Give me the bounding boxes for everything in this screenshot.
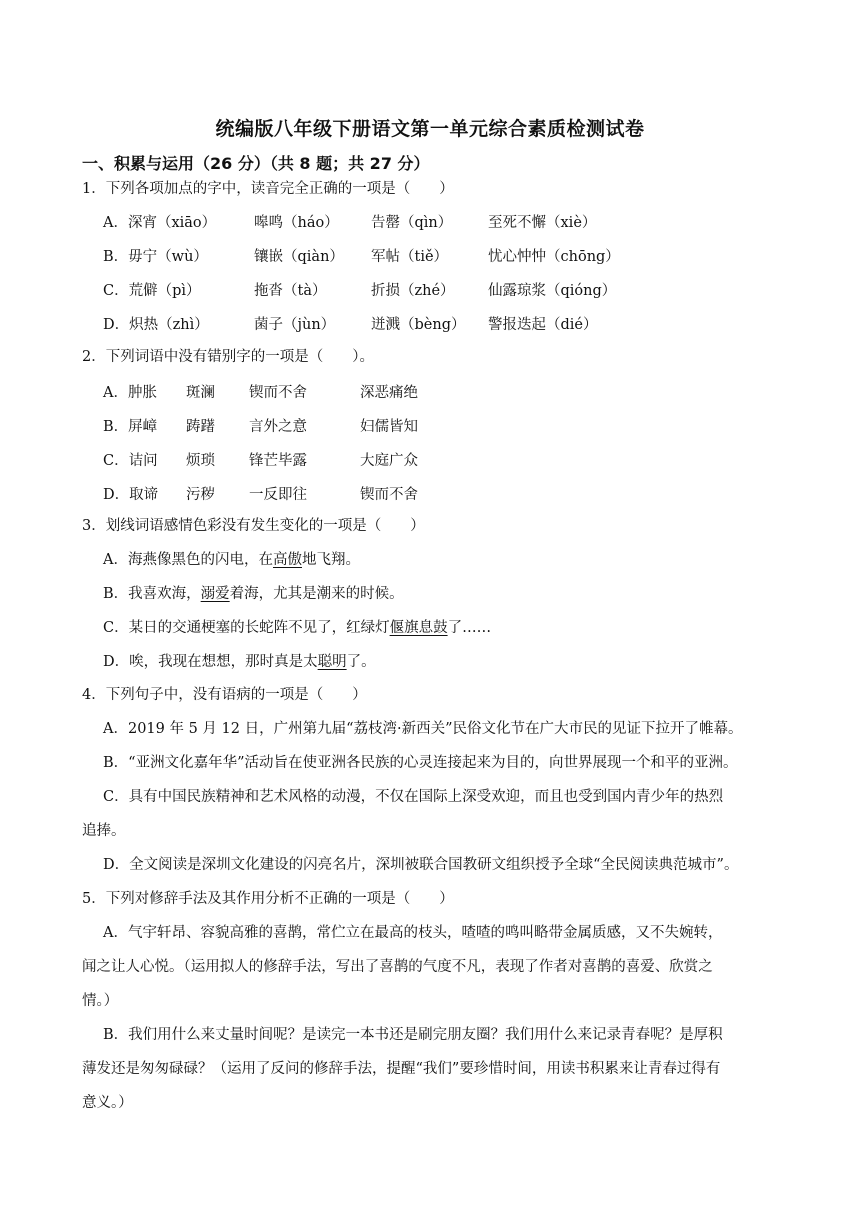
question-2-option-row-2-cell-3: 言外之意 xyxy=(249,419,307,435)
page-title: 统编版八年级下册语文第一单元综合素质检测试卷 xyxy=(215,118,645,140)
question-1-option-row-3-cell-4: 仙露琼浆（qióng） xyxy=(488,283,617,299)
option-text: A．海燕像黑色的闪电，在 xyxy=(103,552,273,568)
question-4-option-c: C．具有中国民族精神和艺术风格的动漫，不仅在国际上深受欢迎，而且也受到国内青少年的热烈 xyxy=(103,789,724,805)
question-2-option-row-4-cell-1: D．取谛 xyxy=(103,487,159,503)
question-4-stem: 4．下列句子中，没有语病的一项是（ ） xyxy=(82,687,367,703)
option-text: B．我喜欢海， xyxy=(103,586,201,602)
question-1-option-row-2-cell-1: B．毋宁（wù） xyxy=(103,249,208,265)
question-4-option-d: D．全文阅读是深圳文化建设的闪亮名片，深圳被联合国教研文组织授予全球“全民阅读典范城市”。 xyxy=(103,857,739,873)
section-heading: 一、积累与运用（26 分）（共 8 题；共 27 分） xyxy=(82,154,430,173)
question-5-option-a-end: 情。） xyxy=(82,993,119,1009)
question-3-option-b xyxy=(103,583,404,605)
question-1-option-row-2-cell-2: 镶嵌（qiàn） xyxy=(254,249,344,265)
option-text: 着海，尤其是潮来的时候。 xyxy=(229,586,404,602)
question-3-stem: 3．划线词语感情色彩没有发生变化的一项是（ ） xyxy=(82,518,425,534)
option-text: 了…… xyxy=(447,620,492,636)
question-1-option-row-1-cell-2: 嗥鸣（háo） xyxy=(254,215,339,231)
question-4-option-a: A．2019 年 5 月 12 日，广州第九届“荔枝湾·新西关”民俗文化节在广大市民的见证下拉开了帷幕。 xyxy=(103,721,743,737)
question-4-option-b: B．“亚洲文化嘉年华”活动旨在使亚洲各民族的心灵连接起来为目的，向世界展现一个和平的亚洲。 xyxy=(103,755,738,771)
option-text: D．唉，我现在想想，那时真是太 xyxy=(103,654,318,670)
question-2-option-row-1-cell-4: 深恶痛绝 xyxy=(360,385,418,401)
question-5-option-a-cont: 闻之让人心悦。（运用拟人的修辞手法，写出了喜鹊的气度不凡，表现了作者对喜鹊的喜爱、欣赏之 xyxy=(82,959,713,975)
question-1-option-row-3-cell-2: 拖沓（tà） xyxy=(254,283,327,299)
question-4-option-c-cont: 追捧。 xyxy=(82,823,126,839)
question-2-option-row-2-cell-1: B．屏嶂 xyxy=(103,419,158,435)
question-1-option-row-4-cell-1: D．炽热（zhì） xyxy=(103,317,209,333)
question-1-option-row-4-cell-2: 菌子（jùn） xyxy=(254,317,336,333)
question-3-option-a xyxy=(103,549,360,571)
question-3-option-c xyxy=(103,617,491,639)
question-5-stem: 5．下列对修辞手法及其作用分析不正确的一项是（ ） xyxy=(82,891,454,907)
question-1-option-row-4-cell-3: 迸溅（bèng） xyxy=(371,317,466,333)
question-5-option-b-end: 意义。） xyxy=(82,1095,133,1111)
question-1-option-row-2-cell-3: 军帖（tiě） xyxy=(371,249,449,265)
option-text: 地飞翔。 xyxy=(301,552,360,568)
question-2-option-row-4-cell-2: 污秽 xyxy=(186,487,215,503)
question-2-option-row-1-cell-3: 锲而不舍 xyxy=(249,385,307,401)
question-2-option-row-3-cell-4: 大庭广众 xyxy=(360,453,418,469)
question-2-option-row-4-cell-4: 锲而不舍 xyxy=(360,487,418,503)
question-5-option-b-cont: 薄发还是匆匆碌碌？（运用了反问的修辞手法，提醒“我们”要珍惜时间，用读书积累来让青春过得有 xyxy=(82,1061,721,1077)
underlined-word: 偃旗息鼓 xyxy=(389,620,448,636)
question-2-option-row-1-cell-2: 斑澜 xyxy=(186,385,215,401)
question-2-option-row-4-cell-3: 一反即往 xyxy=(249,487,307,503)
question-2-option-row-2-cell-2: 踌躇 xyxy=(186,419,215,435)
option-text: 了。 xyxy=(346,654,376,670)
question-2-option-row-1-cell-1: A．肿胀 xyxy=(103,385,157,401)
question-1-option-row-3-cell-1: C．荒僻（pì） xyxy=(103,283,201,299)
question-2-stem: 2．下列词语中没有错别字的一项是（ ）。 xyxy=(82,349,374,365)
underlined-word: 聪明 xyxy=(317,654,347,670)
question-2-option-row-3-cell-2: 烦琐 xyxy=(186,453,215,469)
underlined-word: 溺爱 xyxy=(200,586,230,602)
question-5-option-b: B．我们用什么来丈量时间呢？是读完一本书还是刷完朋友圈？我们用什么来记录青春呢？是厚积 xyxy=(103,1027,723,1043)
underlined-word: 高傲 xyxy=(272,552,302,568)
question-1-option-row-2-cell-4: 忧心忡忡（chōng） xyxy=(488,249,620,265)
question-1-option-row-3-cell-3: 折损（zhé） xyxy=(371,283,455,299)
question-1-option-row-1-cell-4: 至死不懈（xiè） xyxy=(488,215,597,231)
question-3-option-d xyxy=(103,651,376,673)
option-text: C．某日的交通梗塞的长蛇阵不见了，红绿灯 xyxy=(103,620,390,636)
question-1-option-row-1-cell-3: 告罄（qìn） xyxy=(371,215,453,231)
question-5-option-a: A．气宇轩昂、容貌高雅的喜鹊，常伫立在最高的枝头，喳喳的鸣叫略带金属质感，又不失婉转， xyxy=(103,925,723,941)
question-1-option-row-1-cell-1: A．深宵（xiāo） xyxy=(103,215,217,231)
question-2-option-row-2-cell-4: 妇儒皆知 xyxy=(360,419,418,435)
question-2-option-row-3-cell-1: C．诘问 xyxy=(103,453,158,469)
question-1-option-row-4-cell-4: 警报迭起（dié） xyxy=(488,317,598,333)
question-2-option-row-3-cell-3: 锋芒毕露 xyxy=(249,453,307,469)
question-1-stem: 1．下列各项加点的字中，读音完全正确的一项是（ ） xyxy=(82,181,454,197)
